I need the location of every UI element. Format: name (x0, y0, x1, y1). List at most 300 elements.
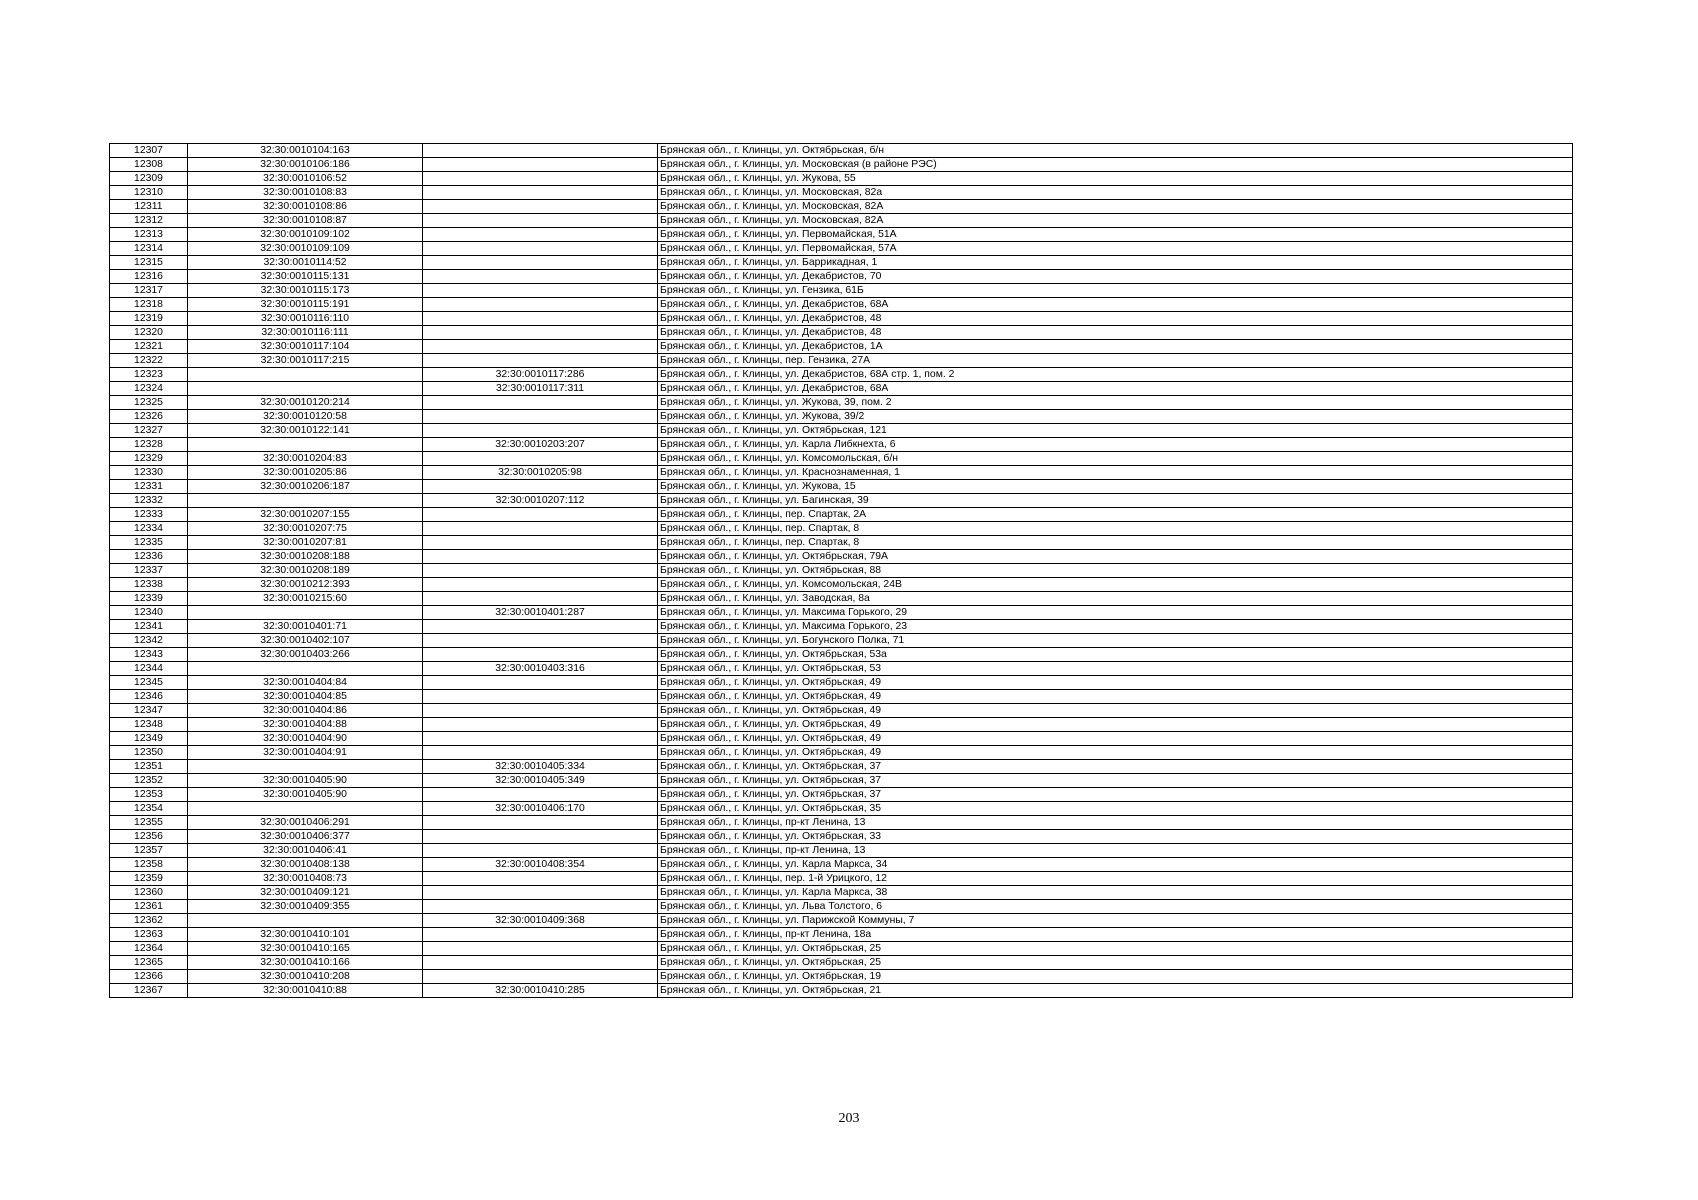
table-row (110, 732, 1573, 746)
building-cadastral-number-cell (423, 410, 658, 424)
building-cadastral-number-cell (423, 634, 658, 648)
address-cell: Брянская обл., г. Клинцы, ул. Октябрьская, 19 (658, 970, 1573, 984)
address-cell: Брянская обл., г. Клинцы, ул. Московская, 82а (658, 186, 1573, 200)
cadastral-number-cell: 32:30:0010404:90 (188, 732, 423, 746)
cadastral-number-cell (188, 438, 423, 452)
building-cadastral-number-cell (423, 340, 658, 354)
cadastral-number-cell (188, 914, 423, 928)
building-cadastral-number-cell (423, 144, 658, 158)
cadastral-number-cell: 32:30:0010208:189 (188, 564, 423, 578)
cadastral-number-cell (188, 662, 423, 676)
cadastral-number-cell: 32:30:0010108:87 (188, 214, 423, 228)
row-number-cell: 12327 (110, 424, 188, 438)
address-cell: Брянская обл., г. Клинцы, ул. Московская (в районе РЭС) (658, 158, 1573, 172)
table-row (110, 186, 1573, 200)
cadastral-number-cell: 32:30:0010204:83 (188, 452, 423, 466)
table-row (110, 494, 1573, 508)
cadastral-number-cell: 32:30:0010106:52 (188, 172, 423, 186)
table-row (110, 550, 1573, 564)
address-cell: Брянская обл., г. Клинцы, ул. Октябрьская, 25 (658, 956, 1573, 970)
building-cadastral-number-cell (423, 354, 658, 368)
address-cell: Брянская обл., г. Клинцы, пер. Спартак, 8 (658, 522, 1573, 536)
row-number-cell: 12312 (110, 214, 188, 228)
row-number-cell: 12324 (110, 382, 188, 396)
row-number-cell: 12334 (110, 522, 188, 536)
address-cell: Брянская обл., г. Клинцы, ул. Карла Маркса, 38 (658, 886, 1573, 900)
address-cell: Брянская обл., г. Клинцы, ул. Декабристов, 68А стр. 1, пом. 2 (658, 368, 1573, 382)
cadastral-number-cell (188, 382, 423, 396)
table-row (110, 774, 1573, 788)
cadastral-number-cell: 32:30:0010402:107 (188, 634, 423, 648)
row-number-cell: 12325 (110, 396, 188, 410)
cadastral-number-cell (188, 368, 423, 382)
building-cadastral-number-cell (423, 242, 658, 256)
row-number-cell: 12356 (110, 830, 188, 844)
building-cadastral-number-cell (423, 522, 658, 536)
row-number-cell: 12348 (110, 718, 188, 732)
cadastral-number-cell: 32:30:0010403:266 (188, 648, 423, 662)
row-number-cell: 12318 (110, 298, 188, 312)
cadastral-number-cell: 32:30:0010207:75 (188, 522, 423, 536)
table-row (110, 816, 1573, 830)
address-cell: Брянская обл., г. Клинцы, ул. Жукова, 39/2 (658, 410, 1573, 424)
address-cell: Брянская обл., г. Клинцы, ул. Карла Маркса, 34 (658, 858, 1573, 872)
cadastral-number-cell: 32:30:0010410:208 (188, 970, 423, 984)
cadastral-number-cell (188, 802, 423, 816)
cadastral-number-cell: 32:30:0010406:291 (188, 816, 423, 830)
cadastral-number-cell: 32:30:0010108:86 (188, 200, 423, 214)
table-row (110, 256, 1573, 270)
building-cadastral-number-cell (423, 536, 658, 550)
address-cell: Брянская обл., г. Клинцы, ул. Октябрьская, б/н (658, 144, 1573, 158)
address-cell: Брянская обл., г. Клинцы, ул. Московская, 82А (658, 214, 1573, 228)
address-cell: Брянская обл., г. Клинцы, ул. Октябрьская, 88 (658, 564, 1573, 578)
table-row (110, 536, 1573, 550)
address-cell: Брянская обл., г. Клинцы, ул. Октябрьская, 37 (658, 788, 1573, 802)
building-cadastral-number-cell (423, 270, 658, 284)
building-cadastral-number-cell (423, 200, 658, 214)
table-row (110, 438, 1573, 452)
building-cadastral-number-cell (423, 284, 658, 298)
row-number-cell: 12329 (110, 452, 188, 466)
table-row (110, 760, 1573, 774)
row-number-cell: 12335 (110, 536, 188, 550)
cadastral-number-cell: 32:30:0010401:71 (188, 620, 423, 634)
table-row (110, 648, 1573, 662)
row-number-cell: 12363 (110, 928, 188, 942)
row-number-cell: 12343 (110, 648, 188, 662)
cadastral-number-cell: 32:30:0010208:188 (188, 550, 423, 564)
page-number: 203 (838, 1111, 860, 1126)
row-number-cell: 12339 (110, 592, 188, 606)
cadastral-number-cell: 32:30:0010207:81 (188, 536, 423, 550)
table-row (110, 284, 1573, 298)
address-cell: Брянская обл., г. Клинцы, ул. Октябрьская, 35 (658, 802, 1573, 816)
table-row (110, 312, 1573, 326)
building-cadastral-number-cell (423, 564, 658, 578)
cadastral-number-cell: 32:30:0010404:88 (188, 718, 423, 732)
address-cell: Брянская обл., г. Клинцы, ул. Жукова, 39, пом. 2 (658, 396, 1573, 410)
building-cadastral-number-cell (423, 158, 658, 172)
address-cell: Брянская обл., г. Клинцы, ул. Октябрьская, 37 (658, 774, 1573, 788)
table-row (110, 620, 1573, 634)
building-cadastral-number-cell: 32:30:0010403:316 (423, 662, 658, 676)
address-cell: Брянская обл., г. Клинцы, ул. Баррикадная, 1 (658, 256, 1573, 270)
row-number-cell: 12316 (110, 270, 188, 284)
table-row (110, 956, 1573, 970)
table-row (110, 606, 1573, 620)
row-number-cell: 12321 (110, 340, 188, 354)
row-number-cell: 12344 (110, 662, 188, 676)
building-cadastral-number-cell (423, 830, 658, 844)
cadastral-number-cell: 32:30:0010409:121 (188, 886, 423, 900)
table-row (110, 914, 1573, 928)
building-cadastral-number-cell (423, 452, 658, 466)
table-row (110, 480, 1573, 494)
address-cell: Брянская обл., г. Клинцы, ул. Жукова, 15 (658, 480, 1573, 494)
address-cell: Брянская обл., г. Клинцы, ул. Гензика, 61Б (658, 284, 1573, 298)
building-cadastral-number-cell (423, 172, 658, 186)
table-row (110, 928, 1573, 942)
address-cell: Брянская обл., г. Клинцы, ул. Октябрьская, 25 (658, 942, 1573, 956)
address-cell: Брянская обл., г. Клинцы, ул. Октябрьская, 21 (658, 984, 1573, 998)
building-cadastral-number-cell (423, 214, 658, 228)
address-cell: Брянская обл., г. Клинцы, ул. Московская, 82А (658, 200, 1573, 214)
building-cadastral-number-cell (423, 676, 658, 690)
cadastral-number-cell: 32:30:0010117:104 (188, 340, 423, 354)
table-row (110, 802, 1573, 816)
cadastral-number-cell: 32:30:0010207:155 (188, 508, 423, 522)
cadastral-number-cell: 32:30:0010409:355 (188, 900, 423, 914)
table-row (110, 144, 1573, 158)
row-number-cell: 12307 (110, 144, 188, 158)
table-row (110, 522, 1573, 536)
cadastral-number-cell: 32:30:0010206:187 (188, 480, 423, 494)
cadastral-number-cell: 32:30:0010408:138 (188, 858, 423, 872)
row-number-cell: 12367 (110, 984, 188, 998)
address-cell: Брянская обл., г. Клинцы, ул. Максима Горького, 23 (658, 620, 1573, 634)
building-cadastral-number-cell (423, 746, 658, 760)
address-cell: Брянская обл., г. Клинцы, ул. Парижской Коммуны, 7 (658, 914, 1573, 928)
address-cell: Брянская обл., г. Клинцы, ул. Октябрьская, 33 (658, 830, 1573, 844)
building-cadastral-number-cell (423, 326, 658, 340)
row-number-cell: 12332 (110, 494, 188, 508)
address-cell: Брянская обл., г. Клинцы, ул. Октябрьская, 49 (658, 746, 1573, 760)
cadastral-number-cell: 32:30:0010116:110 (188, 312, 423, 326)
table-row (110, 788, 1573, 802)
address-cell: Брянская обл., г. Клинцы, ул. Богунского Полка, 71 (658, 634, 1573, 648)
building-cadastral-number-cell: 32:30:0010401:287 (423, 606, 658, 620)
row-number-cell: 12308 (110, 158, 188, 172)
building-cadastral-number-cell (423, 942, 658, 956)
table-row (110, 564, 1573, 578)
row-number-cell: 12345 (110, 676, 188, 690)
table-row (110, 410, 1573, 424)
table-row (110, 228, 1573, 242)
building-cadastral-number-cell (423, 620, 658, 634)
building-cadastral-number-cell: 32:30:0010408:354 (423, 858, 658, 872)
table-row (110, 592, 1573, 606)
row-number-cell: 12310 (110, 186, 188, 200)
building-cadastral-number-cell (423, 928, 658, 942)
row-number-cell: 12319 (110, 312, 188, 326)
building-cadastral-number-cell (423, 690, 658, 704)
address-cell: Брянская обл., г. Клинцы, ул. Октябрьская, 49 (658, 732, 1573, 746)
address-cell: Брянская обл., г. Клинцы, пр-кт Ленина, 13 (658, 816, 1573, 830)
building-cadastral-number-cell (423, 578, 658, 592)
registry-table-body (110, 144, 1573, 998)
building-cadastral-number-cell (423, 970, 658, 984)
cadastral-number-cell: 32:30:0010404:91 (188, 746, 423, 760)
address-cell: Брянская обл., г. Клинцы, ул. Октябрьская, 53 (658, 662, 1573, 676)
cadastral-number-cell: 32:30:0010212:393 (188, 578, 423, 592)
table-row (110, 634, 1573, 648)
address-cell: Брянская обл., г. Клинцы, ул. Октябрьская, 49 (658, 676, 1573, 690)
table-row (110, 466, 1573, 480)
row-number-cell: 12309 (110, 172, 188, 186)
building-cadastral-number-cell (423, 256, 658, 270)
cadastral-number-cell: 32:30:0010410:166 (188, 956, 423, 970)
table-row (110, 690, 1573, 704)
row-number-cell: 12323 (110, 368, 188, 382)
cadastral-number-cell: 32:30:0010406:41 (188, 844, 423, 858)
cadastral-number-cell: 32:30:0010406:377 (188, 830, 423, 844)
address-cell: Брянская обл., г. Клинцы, ул. Карла Либкнехта, 6 (658, 438, 1573, 452)
row-number-cell: 12336 (110, 550, 188, 564)
address-cell: Брянская обл., г. Клинцы, ул. Декабристов, 68А (658, 298, 1573, 312)
table-row (110, 578, 1573, 592)
cadastral-number-cell: 32:30:0010115:191 (188, 298, 423, 312)
row-number-cell: 12362 (110, 914, 188, 928)
building-cadastral-number-cell: 32:30:0010207:112 (423, 494, 658, 508)
address-cell: Брянская обл., г. Клинцы, ул. Максима Горького, 29 (658, 606, 1573, 620)
address-cell: Брянская обл., г. Клинцы, пер. Спартак, 8 (658, 536, 1573, 550)
row-number-cell: 12366 (110, 970, 188, 984)
address-cell: Брянская обл., г. Клинцы, ул. Льва Толстого, 6 (658, 900, 1573, 914)
address-cell: Брянская обл., г. Клинцы, пер. Спартак, 2А (658, 508, 1573, 522)
building-cadastral-number-cell (423, 956, 658, 970)
table-row (110, 970, 1573, 984)
building-cadastral-number-cell (423, 550, 658, 564)
cadastral-number-cell: 32:30:0010114:52 (188, 256, 423, 270)
building-cadastral-number-cell (423, 718, 658, 732)
building-cadastral-number-cell (423, 592, 658, 606)
row-number-cell: 12355 (110, 816, 188, 830)
table-row (110, 340, 1573, 354)
row-number-cell: 12320 (110, 326, 188, 340)
address-cell: Брянская обл., г. Клинцы, ул. Первомайская, 57А (658, 242, 1573, 256)
cadastral-number-cell: 32:30:0010405:90 (188, 774, 423, 788)
address-cell: Брянская обл., г. Клинцы, ул. Комсомольская, 24В (658, 578, 1573, 592)
building-cadastral-number-cell (423, 186, 658, 200)
cadastral-number-cell: 32:30:0010104:163 (188, 144, 423, 158)
building-cadastral-number-cell (423, 900, 658, 914)
address-cell: Брянская обл., г. Клинцы, ул. Багинская, 39 (658, 494, 1573, 508)
building-cadastral-number-cell (423, 816, 658, 830)
address-cell: Брянская обл., г. Клинцы, ул. Жукова, 55 (658, 172, 1573, 186)
row-number-cell: 12341 (110, 620, 188, 634)
building-cadastral-number-cell (423, 312, 658, 326)
building-cadastral-number-cell: 32:30:0010405:334 (423, 760, 658, 774)
row-number-cell: 12359 (110, 872, 188, 886)
row-number-cell: 12361 (110, 900, 188, 914)
cadastral-number-cell: 32:30:0010410:101 (188, 928, 423, 942)
table-row (110, 508, 1573, 522)
row-number-cell: 12360 (110, 886, 188, 900)
row-number-cell: 12314 (110, 242, 188, 256)
address-cell: Брянская обл., г. Клинцы, ул. Заводская, 8а (658, 592, 1573, 606)
address-cell: Брянская обл., г. Клинцы, ул. Октябрьская, 49 (658, 718, 1573, 732)
row-number-cell: 12346 (110, 690, 188, 704)
table-row (110, 872, 1573, 886)
building-cadastral-number-cell (423, 844, 658, 858)
building-cadastral-number-cell (423, 396, 658, 410)
table-row (110, 844, 1573, 858)
row-number-cell: 12311 (110, 200, 188, 214)
building-cadastral-number-cell (423, 228, 658, 242)
row-number-cell: 12317 (110, 284, 188, 298)
address-cell: Брянская обл., г. Клинцы, ул. Октябрьская, 53а (658, 648, 1573, 662)
building-cadastral-number-cell: 32:30:0010405:349 (423, 774, 658, 788)
row-number-cell: 12364 (110, 942, 188, 956)
cadastral-number-cell: 32:30:0010404:86 (188, 704, 423, 718)
address-cell: Брянская обл., г. Клинцы, ул. Декабристов, 68А (658, 382, 1573, 396)
table-row (110, 900, 1573, 914)
table-row (110, 354, 1573, 368)
cadastral-number-cell: 32:30:0010117:215 (188, 354, 423, 368)
table-row (110, 326, 1573, 340)
cadastral-number-cell: 32:30:0010404:85 (188, 690, 423, 704)
cadastral-number-cell: 32:30:0010122:141 (188, 424, 423, 438)
address-cell: Брянская обл., г. Клинцы, ул. Декабристов, 48 (658, 326, 1573, 340)
cadastral-number-cell: 32:30:0010205:86 (188, 466, 423, 480)
table-row (110, 424, 1573, 438)
row-number-cell: 12354 (110, 802, 188, 816)
address-cell: Брянская обл., г. Клинцы, пр-кт Ленина, 13 (658, 844, 1573, 858)
building-cadastral-number-cell: 32:30:0010205:98 (423, 466, 658, 480)
row-number-cell: 12338 (110, 578, 188, 592)
cadastral-number-cell: 32:30:0010109:102 (188, 228, 423, 242)
address-cell: Брянская обл., г. Клинцы, пер. 1-й Урицкого, 12 (658, 872, 1573, 886)
row-number-cell: 12328 (110, 438, 188, 452)
cadastral-number-cell: 32:30:0010410:165 (188, 942, 423, 956)
row-number-cell: 12351 (110, 760, 188, 774)
cadastral-number-cell: 32:30:0010404:84 (188, 676, 423, 690)
row-number-cell: 12313 (110, 228, 188, 242)
table-row (110, 396, 1573, 410)
table-row (110, 368, 1573, 382)
building-cadastral-number-cell (423, 704, 658, 718)
table-row (110, 886, 1573, 900)
row-number-cell: 12358 (110, 858, 188, 872)
address-cell: Брянская обл., г. Клинцы, ул. Декабристов, 48 (658, 312, 1573, 326)
cadastral-number-cell (188, 494, 423, 508)
row-number-cell: 12350 (110, 746, 188, 760)
row-number-cell: 12322 (110, 354, 188, 368)
building-cadastral-number-cell (423, 480, 658, 494)
row-number-cell: 12330 (110, 466, 188, 480)
building-cadastral-number-cell (423, 298, 658, 312)
cadastral-number-cell: 32:30:0010108:83 (188, 186, 423, 200)
building-cadastral-number-cell: 32:30:0010117:286 (423, 368, 658, 382)
cadastral-number-cell: 32:30:0010410:88 (188, 984, 423, 998)
row-number-cell: 12353 (110, 788, 188, 802)
building-cadastral-number-cell: 32:30:0010117:311 (423, 382, 658, 396)
cadastral-number-cell: 32:30:0010215:60 (188, 592, 423, 606)
address-cell: Брянская обл., г. Клинцы, ул. Первомайская, 51А (658, 228, 1573, 242)
address-cell: Брянская обл., г. Клинцы, пер. Гензика, 27А (658, 354, 1573, 368)
table-row (110, 858, 1573, 872)
table-row (110, 242, 1573, 256)
building-cadastral-number-cell: 32:30:0010409:368 (423, 914, 658, 928)
cadastral-number-cell: 32:30:0010109:109 (188, 242, 423, 256)
cadastral-number-cell: 32:30:0010408:73 (188, 872, 423, 886)
address-cell: Брянская обл., г. Клинцы, ул. Октябрьская, 79А (658, 550, 1573, 564)
row-number-cell: 12349 (110, 732, 188, 746)
building-cadastral-number-cell: 32:30:0010410:285 (423, 984, 658, 998)
row-number-cell: 12352 (110, 774, 188, 788)
row-number-cell: 12333 (110, 508, 188, 522)
table-row (110, 984, 1573, 998)
row-number-cell: 12342 (110, 634, 188, 648)
table-row (110, 200, 1573, 214)
table-row (110, 214, 1573, 228)
row-number-cell: 12347 (110, 704, 188, 718)
building-cadastral-number-cell (423, 508, 658, 522)
row-number-cell: 12340 (110, 606, 188, 620)
table-row (110, 746, 1573, 760)
building-cadastral-number-cell: 32:30:0010406:170 (423, 802, 658, 816)
row-number-cell: 12357 (110, 844, 188, 858)
row-number-cell: 12337 (110, 564, 188, 578)
building-cadastral-number-cell (423, 886, 658, 900)
cadastral-number-cell: 32:30:0010120:214 (188, 396, 423, 410)
building-cadastral-number-cell (423, 424, 658, 438)
cadastral-number-cell: 32:30:0010116:111 (188, 326, 423, 340)
building-cadastral-number-cell (423, 872, 658, 886)
table-row (110, 704, 1573, 718)
row-number-cell: 12326 (110, 410, 188, 424)
table-row (110, 172, 1573, 186)
building-cadastral-number-cell (423, 732, 658, 746)
address-cell: Брянская обл., г. Клинцы, ул. Краснознаменная, 1 (658, 466, 1573, 480)
registry-table (109, 143, 1573, 998)
address-cell: Брянская обл., г. Клинцы, ул. Декабристов, 70 (658, 270, 1573, 284)
address-cell: Брянская обл., г. Клинцы, ул. Декабристов, 1А (658, 340, 1573, 354)
row-number-cell: 12331 (110, 480, 188, 494)
table-row (110, 270, 1573, 284)
address-cell: Брянская обл., г. Клинцы, ул. Комсомольская, б/н (658, 452, 1573, 466)
address-cell: Брянская обл., г. Клинцы, ул. Октябрьская, 37 (658, 760, 1573, 774)
cadastral-number-cell: 32:30:0010405:90 (188, 788, 423, 802)
table-row (110, 452, 1573, 466)
cadastral-number-cell: 32:30:0010106:186 (188, 158, 423, 172)
table-row (110, 382, 1573, 396)
building-cadastral-number-cell (423, 788, 658, 802)
table-row (110, 830, 1573, 844)
table-row (110, 298, 1573, 312)
table-row (110, 676, 1573, 690)
row-number-cell: 12315 (110, 256, 188, 270)
address-cell: Брянская обл., г. Клинцы, ул. Октябрьская, 49 (658, 704, 1573, 718)
cadastral-number-cell (188, 760, 423, 774)
address-cell: Брянская обл., г. Клинцы, ул. Октябрьская, 121 (658, 424, 1573, 438)
table-row (110, 158, 1573, 172)
table-row (110, 718, 1573, 732)
address-cell: Брянская обл., г. Клинцы, пр-кт Ленина, 18а (658, 928, 1573, 942)
row-number-cell: 12365 (110, 956, 188, 970)
cadastral-number-cell: 32:30:0010120:58 (188, 410, 423, 424)
